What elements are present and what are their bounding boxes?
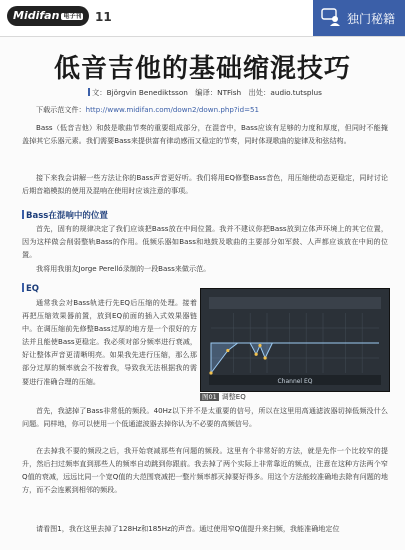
eq-point xyxy=(258,344,261,347)
section1-paragraph-1: 首先，固有的规律决定了我们应该把Bass放在中间位置。我并不建议你把Bass放到立体声环境上的其它位置，因为这样做会削弱整轨Bass的作用。低频乐器如Bass和地鼓及歌曲的主要部分如军鼓、人声都应该放在中间的位置。 xyxy=(22,224,388,260)
heading-bar xyxy=(22,283,24,292)
download-line: 下载示范文件：http://www.midifan.com/down2/down.php?id=51 xyxy=(36,105,260,114)
eq-paragraph-3: 请看图1，我在这里去掉了128Hz和185Hz的声音。通过使用窄Q值提升来扫频，我能准确地定位 xyxy=(36,524,340,533)
eq-point xyxy=(255,353,258,356)
eq-point xyxy=(209,371,212,374)
byline-bar xyxy=(88,88,90,96)
eq-left-paragraph: 通常我会对Bass轨进行先EQ后压缩的处理。接着再把压缩效果器前置，放到EQ前面的插入式效果器链中。在调压缩前先修整Bass过厚的地方是一个很好的方法并且能使Bass更稳定。我必须对部分频率进行衰减，好让整体声音更清晰明亮。如果我先进行压缩，那么那部分过厚的频率就会不按着我，导致我无法根据我的需要进行准确合理的压缩。 xyxy=(22,298,197,386)
column-tab[interactable] xyxy=(313,0,405,36)
midifan-logo: Midifan 电子刊 xyxy=(7,6,89,26)
page-number: 11 xyxy=(95,10,112,24)
page-header xyxy=(0,0,405,37)
column-title: 独门秘籍 xyxy=(347,12,396,26)
figure-tag: 图01 xyxy=(202,393,217,401)
figure-caption: 图01 调整EQ xyxy=(202,393,246,401)
section1-paragraph-2: 我将用我朋友Jorge Perelló录制的一段Bass来做示范。 xyxy=(36,264,211,273)
eq-paragraph-2: 在去掉我不要的频段之后，我开始衰减那些有问题的频段。这里有个非常好的方法，就是先作一个比较窄的提升，然后扫过频率直到那些人的频率自动跳到你跟前。我去掉了两个实际上非常靠近的频点，注意在这种方法两个窄Q值的衰减，远远比同一个宽Q值的大范围衰减把一整片频率都灭掉要好得多。用这个方法能较准确地去除有问题的地方，而不会连累到相邻的频段。 xyxy=(22,446,388,495)
heading-bar xyxy=(22,210,24,219)
eq-curve-plot xyxy=(201,289,389,391)
plugin-label: Channel EQ xyxy=(277,378,313,385)
chat-user-icon xyxy=(321,8,341,26)
article-title: 低音吉他的基础缩混技巧 xyxy=(53,54,351,84)
section-heading-position: Bass在混响中的位置 xyxy=(22,209,108,221)
intro-paragraph-1: Bass（低音吉他）和鼓是歌曲节奏的重要组成部分，在混音中，Bass应该有足够的力度和厚度，但同时不能掩盖掉其它乐器元素。我们需要Bass来提供富有律动感而又稳定的节奏，同时体现歌曲的旋律及和弦结构。 xyxy=(22,123,388,146)
intro-paragraph-2: 接下来我会讲解一些方法让你的Bass声音更好听。我们将用EQ修整Bass音色，用压缩使动态更稳定，同时讨论后期音箱模拟的使用及混响在使用时应该注意的事项。 xyxy=(22,173,388,196)
eq-paragraph-1: 首先，我滤掉了Bass非常低的频段。40Hz以下并不是太重要的信号，所以在这里用高通滤波器切掉低频没什么问题。同样地，你可以使用一个低通滤波器去掉你认为不必要的高频信号。 xyxy=(22,406,388,429)
byline: 文：Björgvin Benediktsson 编译：NTFish 出处：audio.tutsplus xyxy=(40,88,370,98)
section-heading-eq: EQ xyxy=(22,283,39,294)
eq-point xyxy=(226,349,229,352)
eq-point xyxy=(264,356,267,359)
download-link[interactable]: http://www.midifan.com/down2/down.php?id=51 xyxy=(85,105,260,114)
eq-screenshot xyxy=(200,288,390,392)
